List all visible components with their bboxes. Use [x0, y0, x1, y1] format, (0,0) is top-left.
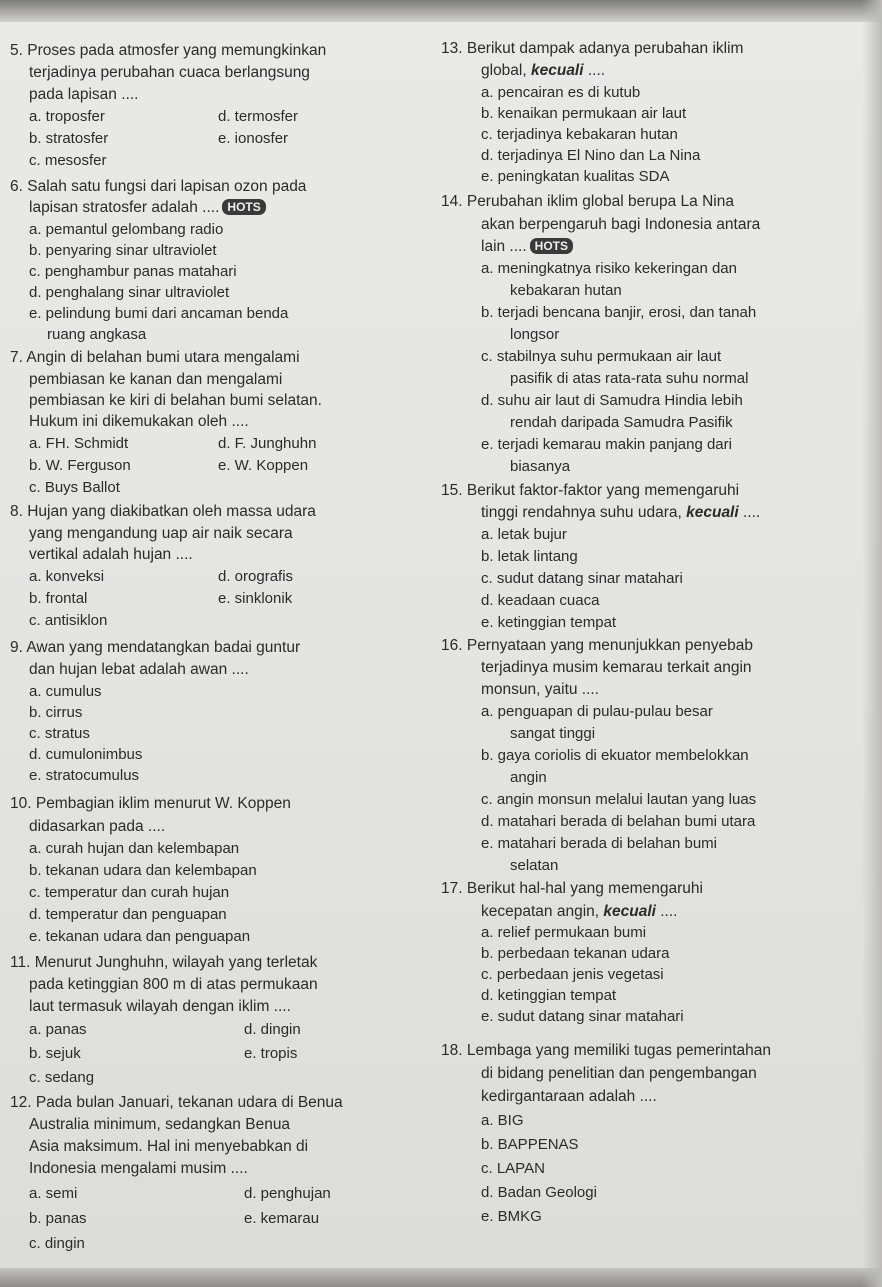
question-text: monsun, yaitu .... [481, 681, 600, 698]
option-e[interactable]: e. ionosfer [218, 130, 289, 147]
option-d[interactable]: d. penghujan [244, 1185, 331, 1202]
question-text: Australia minimum, sedangkan Benua [29, 1116, 291, 1133]
question-text-part: lain .... [481, 238, 527, 255]
option-e[interactable]: e. tekanan udara dan penguapan [29, 928, 251, 945]
question-text: 15. Berikut faktor-faktor yang memengaruhi [441, 482, 740, 499]
option-a[interactable]: a. FH. Schmidt [29, 435, 129, 452]
question-text: terjadinya perubahan cuaca berlangsung [29, 64, 310, 81]
question-text-part: kecepatan angin, [481, 903, 604, 920]
option-e[interactable]: e. sinklonik [218, 590, 293, 607]
option-c[interactable]: c. temperatur dan curah hujan [29, 884, 230, 901]
option-b[interactable]: b. W. Ferguson [29, 457, 131, 474]
question-text: 14. Perubahan iklim global berupa La Nina [441, 193, 734, 210]
question-text: dan hujan lebat adalah awan .... [29, 661, 249, 678]
question-text: yang mengandung uap air naik secara [29, 525, 293, 542]
option-c[interactable]: c. antisiklon [29, 612, 108, 629]
question-text: laut termasuk wilayah dengan iklim .... [29, 998, 291, 1015]
option-a[interactable]: a. panas [29, 1021, 87, 1038]
option-e[interactable]: e. BMKG [481, 1208, 542, 1225]
question-text: didasarkan pada .... [29, 818, 166, 835]
option-d[interactable]: d. Badan Geologi [481, 1184, 597, 1201]
option-b[interactable]: b. perbedaan tekanan udara [481, 945, 670, 962]
option-c[interactable]: c. stabilnya suhu permukaan air laut [481, 348, 722, 365]
option-a[interactable]: a. troposfer [29, 108, 105, 125]
option-c[interactable]: c. sedang [29, 1069, 95, 1086]
question-text: 16. Pernyataan yang menunjukkan penyebab [441, 637, 753, 654]
question-text [481, 903, 677, 921]
option-a[interactable]: a. penguapan di pulau-pulau besar [481, 703, 713, 720]
option-b[interactable]: b. terjadi bencana banjir, erosi, dan tanah [481, 304, 757, 321]
page-right-shadow [862, 0, 882, 1287]
option-a[interactable]: a. semi [29, 1185, 78, 1202]
option-d[interactable]: d. terjadinya El Nino dan La Nina [481, 147, 701, 164]
option-a[interactable]: a. relief permukaan bumi [481, 924, 647, 941]
question-text [481, 238, 573, 256]
option-e-cont: ruang angkasa [47, 326, 147, 343]
question-text: 11. Menurut Junghuhn, wilayah yang terletak [10, 954, 318, 971]
question-text: Hukum ini dikemukakan oleh .... [29, 413, 249, 430]
question-text: terjadinya musim kemarau terkait angin [481, 659, 752, 676]
option-c-cont: pasifik di atas rata-rata suhu normal [510, 370, 749, 387]
option-b[interactable]: b. tekanan udara dan kelembapan [29, 862, 257, 879]
option-d[interactable]: d. cumulonimbus [29, 746, 143, 763]
question-text-part: lapisan stratosfer adalah .... [29, 199, 220, 216]
option-a[interactable]: a. cumulus [29, 683, 102, 700]
question-text: pada ketinggian 800 m di atas permukaan [29, 976, 318, 993]
question-text: 5. Proses pada atmosfer yang memungkinkan [10, 42, 327, 59]
option-b[interactable]: b. cirrus [29, 704, 83, 721]
option-d[interactable]: d. termosfer [218, 108, 299, 125]
option-b[interactable]: b. panas [29, 1210, 87, 1227]
question-text: 6. Salah satu fungsi dari lapisan ozon pada [10, 178, 307, 195]
question-text-part: .... [583, 62, 606, 79]
option-d[interactable]: d. F. Junghuhn [218, 435, 317, 452]
question-text: 18. Lembaga yang memiliki tugas pemerintahan [441, 1042, 771, 1059]
option-c[interactable]: c. mesosfer [29, 152, 107, 169]
question-text: pada lapisan .... [29, 86, 139, 103]
question-text: pembiasan ke kanan dan mengalami [29, 371, 283, 388]
option-b[interactable]: b. BAPPENAS [481, 1136, 579, 1153]
question-text-part: .... [738, 504, 761, 521]
question-text: pembiasan ke kiri di belahan bumi selatan. [29, 392, 322, 409]
question-text: 8. Hujan yang diakibatkan oleh massa udara [10, 503, 316, 520]
option-a[interactable]: a. meningkatnya risiko kekeringan dan [481, 260, 737, 277]
option-e[interactable]: e. matahari berada di belahan bumi [481, 835, 717, 852]
option-c[interactable]: c. LAPAN [481, 1160, 545, 1177]
option-e[interactable]: e. kemarau [244, 1210, 320, 1227]
option-b[interactable]: b. kenaikan permukaan air laut [481, 105, 687, 122]
option-a[interactable]: a. pencairan es di kutub [481, 84, 641, 101]
option-a[interactable]: a. pemantul gelombang radio [29, 221, 224, 238]
hots-badge: HOTS [530, 238, 573, 254]
option-b[interactable]: b. sejuk [29, 1045, 81, 1062]
kecuali-emphasis: kecuali [686, 504, 739, 521]
question-text: 7. Angin di belahan bumi utara mengalami [10, 349, 300, 366]
option-a-cont: kebakaran hutan [510, 282, 622, 299]
option-a-cont: sangat tinggi [510, 725, 596, 742]
option-b[interactable]: b. stratosfer [29, 130, 109, 147]
option-c[interactable]: c. penghambur panas matahari [29, 263, 237, 280]
question-text: Asia maksimum. Hal ini menyebabkan di [29, 1138, 309, 1155]
question-text-part: .... [655, 903, 678, 920]
page-bottom-shadow [0, 1268, 882, 1287]
question-text-part: tinggi rendahnya suhu udara, [481, 504, 687, 521]
option-c[interactable]: c. terjadinya kebakaran hutan [481, 126, 678, 143]
question-text [481, 504, 760, 522]
option-e[interactable]: e. W. Koppen [218, 457, 309, 474]
option-b[interactable]: b. frontal [29, 590, 88, 607]
question-text: di bidang penelitian dan pengembangan [481, 1065, 757, 1082]
question-text: vertikal adalah hujan .... [29, 546, 193, 563]
option-b[interactable]: b. gaya coriolis di ekuator membelokkan [481, 747, 749, 764]
option-e[interactable]: e. pelindung bumi dari ancaman benda [29, 305, 289, 322]
option-e[interactable]: e. stratocumulus [29, 767, 140, 784]
option-e[interactable]: e. sudut datang sinar matahari [481, 1008, 684, 1025]
option-e-cont: biasanya [510, 458, 571, 475]
option-b[interactable]: b. letak lintang [481, 548, 578, 565]
option-a[interactable]: a. letak bujur [481, 526, 567, 543]
option-e[interactable]: e. tropis [244, 1045, 298, 1062]
hots-badge: HOTS [222, 199, 265, 215]
option-d[interactable]: d. orografis [218, 568, 294, 585]
option-b-cont: angin [510, 769, 547, 786]
question-text: 9. Awan yang mendatangkan badai guntur [10, 639, 301, 656]
question-text: 17. Berikut hal-hal yang memengaruhi [441, 880, 703, 897]
option-d[interactable]: d. dingin [244, 1021, 301, 1038]
question-text [29, 199, 266, 217]
option-e[interactable]: e. peningkatan kualitas SDA [481, 168, 670, 185]
option-e[interactable]: e. terjadi kemarau makin panjang dari [481, 436, 732, 453]
option-d[interactable]: d. ketinggian tempat [481, 987, 617, 1004]
option-e-cont: selatan [510, 857, 559, 874]
question-text: akan berpengaruh bagi Indonesia antara [481, 216, 761, 233]
option-e[interactable]: e. ketinggian tempat [481, 614, 617, 631]
option-c[interactable]: c. stratus [29, 725, 90, 742]
question-text-part: global, [481, 62, 531, 79]
question-text: 10. Pembagian iklim menurut W. Koppen [10, 795, 291, 812]
option-a[interactable]: a. curah hujan dan kelembapan [29, 840, 240, 857]
question-text: 13. Berikut dampak adanya perubahan iklim [441, 40, 744, 57]
option-c[interactable]: c. angin monsun melalui lautan yang luas [481, 791, 757, 808]
option-a[interactable]: a. BIG [481, 1112, 524, 1129]
option-b[interactable]: b. penyaring sinar ultraviolet [29, 242, 217, 259]
kecuali-emphasis: kecuali [530, 62, 584, 79]
option-b-cont: longsor [510, 326, 560, 343]
option-c[interactable]: c. Buys Ballot [29, 479, 120, 496]
option-d[interactable]: d. temperatur dan penguapan [29, 906, 227, 923]
option-c[interactable]: c. sudut datang sinar matahari [481, 570, 683, 587]
option-d[interactable]: d. penghalang sinar ultraviolet [29, 284, 230, 301]
kecuali-emphasis: kecuali [603, 903, 656, 920]
option-d-cont: rendah daripada Samudra Pasifik [510, 414, 733, 431]
option-d[interactable]: d. suhu air laut di Samudra Hindia lebih [481, 392, 743, 409]
option-d[interactable]: d. matahari berada di belahan bumi utara [481, 813, 756, 830]
page-top-shadow [0, 0, 882, 24]
option-d[interactable]: d. keadaan cuaca [481, 592, 600, 609]
option-a[interactable]: a. konveksi [29, 568, 105, 585]
option-c[interactable]: c. perbedaan jenis vegetasi [481, 966, 664, 983]
question-text: Indonesia mengalami musim .... [29, 1160, 248, 1177]
option-c[interactable]: c. dingin [29, 1235, 85, 1252]
question-text [481, 62, 605, 80]
question-text: kedirgantaraan adalah .... [481, 1088, 657, 1105]
question-text: 12. Pada bulan Januari, tekanan udara di Benua [10, 1094, 343, 1111]
